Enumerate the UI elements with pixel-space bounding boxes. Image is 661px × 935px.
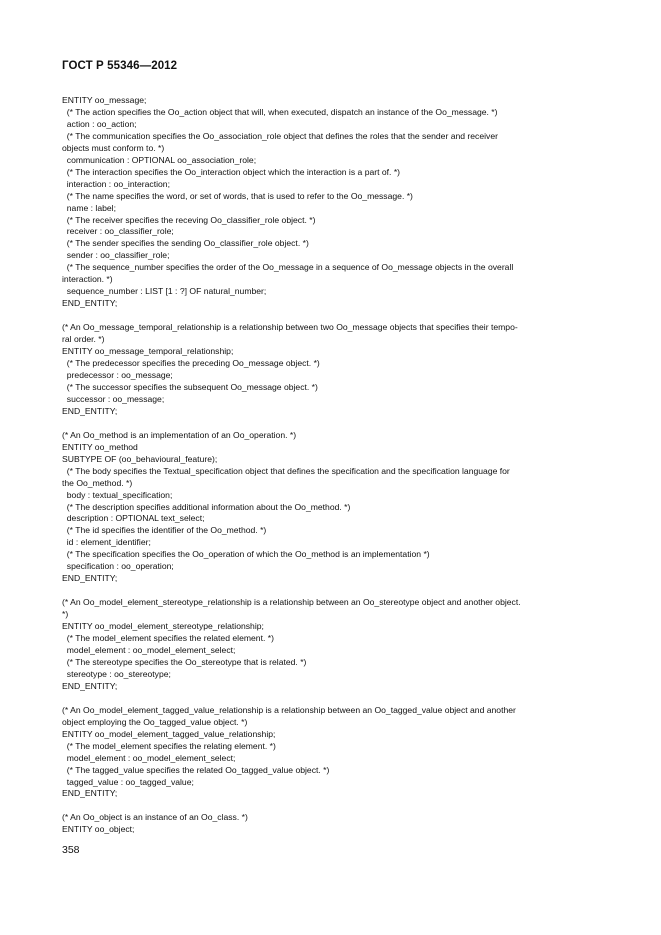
block-separator [62,693,602,705]
code-line: END_ENTITY; [62,405,118,416]
code-line: (* The model_element specifies the related element. *) [62,633,274,644]
code-line: END_ENTITY; [62,573,118,584]
code-line: (* The action specifies the Oo_action object that will, when executed, dispatch an instance of the Oo_message. *) [62,106,498,117]
code-block [62,597,602,693]
code-line: name : label; [62,202,116,213]
code-line: objects must conform to. *) [62,142,165,153]
code-line: ENTITY oo_model_element_tagged_value_relationship; [62,728,276,739]
code-line: END_ENTITY; [62,680,118,691]
code-block [62,322,602,418]
document-header: ГОСТ Р 55346—2012 [62,60,178,72]
code-line: (* The successor specifies the subsequent Oo_message object. *) [62,381,318,392]
code-line: ENTITY oo_message_temporal_relationship; [62,346,234,357]
code-line: (* The description specifies additional information about the Oo_method. *) [62,501,351,512]
code-line: id : element_identifier; [62,537,151,548]
document-body [62,95,602,836]
code-line: END_ENTITY; [62,788,118,799]
code-block [62,812,602,836]
code-line: receiver : oo_classifier_role; [62,226,174,237]
code-line: (* The body specifies the Textual_specification object that defines the specification and the specification language for [62,465,510,476]
code-line: ral order. *) [62,334,105,345]
code-line: (* An Oo_method is an implementation of an Oo_operation. *) [62,429,297,440]
code-line: *) [62,609,69,620]
code-line: ENTITY oo_message; [62,95,147,105]
code-line: (* The name specifies the word, or set of words, that is used to refer to the Oo_message. *) [62,190,413,201]
code-block [62,705,602,801]
code-line: (* The sender specifies the sending Oo_classifier_role object. *) [62,238,309,249]
code-line: (* The model_element specifies the relating element. *) [62,740,276,751]
block-separator [62,585,602,597]
code-line: (* An Oo_object is an instance of an Oo_class. *) [62,812,248,823]
code-line: interaction. *) [62,274,113,285]
code-line: description : OPTIONAL text_select; [62,513,205,524]
code-line: (* The interaction specifies the Oo_interaction object which the interaction is a part of. *) [62,166,401,177]
code-line: (* An Oo_model_element_stereotype_relationship is a relationship between an Oo_stereotype object and another object. [62,597,521,608]
block-separator [62,800,602,812]
code-line: ENTITY oo_object; [62,824,135,835]
code-line: object employing the Oo_tagged_value object. *) [62,716,248,727]
code-line: (* The stereotype specifies the Oo_stereotype that is related. *) [62,656,307,667]
code-line: (* An Oo_model_element_tagged_value_relationship is a relationship between an Oo_tagged_value object and another [62,704,516,715]
block-separator [62,310,602,322]
code-block [62,430,602,585]
code-line: sequence_number : LIST [1 : ?] OF natural_number; [62,286,267,297]
code-line: (* The communication specifies the Oo_association_role object that defines the roles that the sender and receiver [62,130,498,141]
code-line: (* The tagged_value specifies the related Oo_tagged_value object. *) [62,764,330,775]
code-line: model_element : oo_model_element_select; [62,644,236,655]
code-line: model_element : oo_model_element_select; [62,752,236,763]
code-line: communication : OPTIONAL oo_association_role; [62,154,257,165]
code-line: (* The predecessor specifies the preceding Oo_message object. *) [62,358,320,369]
code-line: ENTITY oo_model_element_stereotype_relationship; [62,621,264,632]
page-number: 358 [62,844,80,856]
code-line: successor : oo_message; [62,393,165,404]
code-line: ENTITY oo_method [62,441,138,452]
code-line: predecessor : oo_message; [62,369,173,380]
code-line: tagged_value : oo_tagged_value; [62,776,194,787]
code-line: SUBTYPE OF (oo_behavioural_feature); [62,453,218,464]
code-line: stereotype : oo_stereotype; [62,668,171,679]
code-line: the Oo_method. *) [62,477,133,488]
code-line: (* The receiver specifies the receving Oo_classifier_role object. *) [62,214,316,225]
code-block [62,95,602,310]
code-line: sender : oo_classifier_role; [62,250,170,261]
code-line: body : textual_specification; [62,489,173,500]
block-separator [62,418,602,430]
code-line: END_ENTITY; [62,298,118,309]
code-line: interaction : oo_interaction; [62,178,170,189]
code-line: (* The specification specifies the Oo_operation of which the Oo_method is an implementation *) [62,549,430,560]
code-line: (* An Oo_message_temporal_relationship is a relationship between two Oo_message objects that specifies their tempo- [62,322,518,333]
code-line: action : oo_action; [62,118,137,129]
code-line: specification : oo_operation; [62,561,174,572]
code-line: (* The sequence_number specifies the order of the Oo_message in a sequence of Oo_message objects in the overall [62,262,514,273]
code-line: (* The id specifies the identifier of the Oo_method. *) [62,525,267,536]
